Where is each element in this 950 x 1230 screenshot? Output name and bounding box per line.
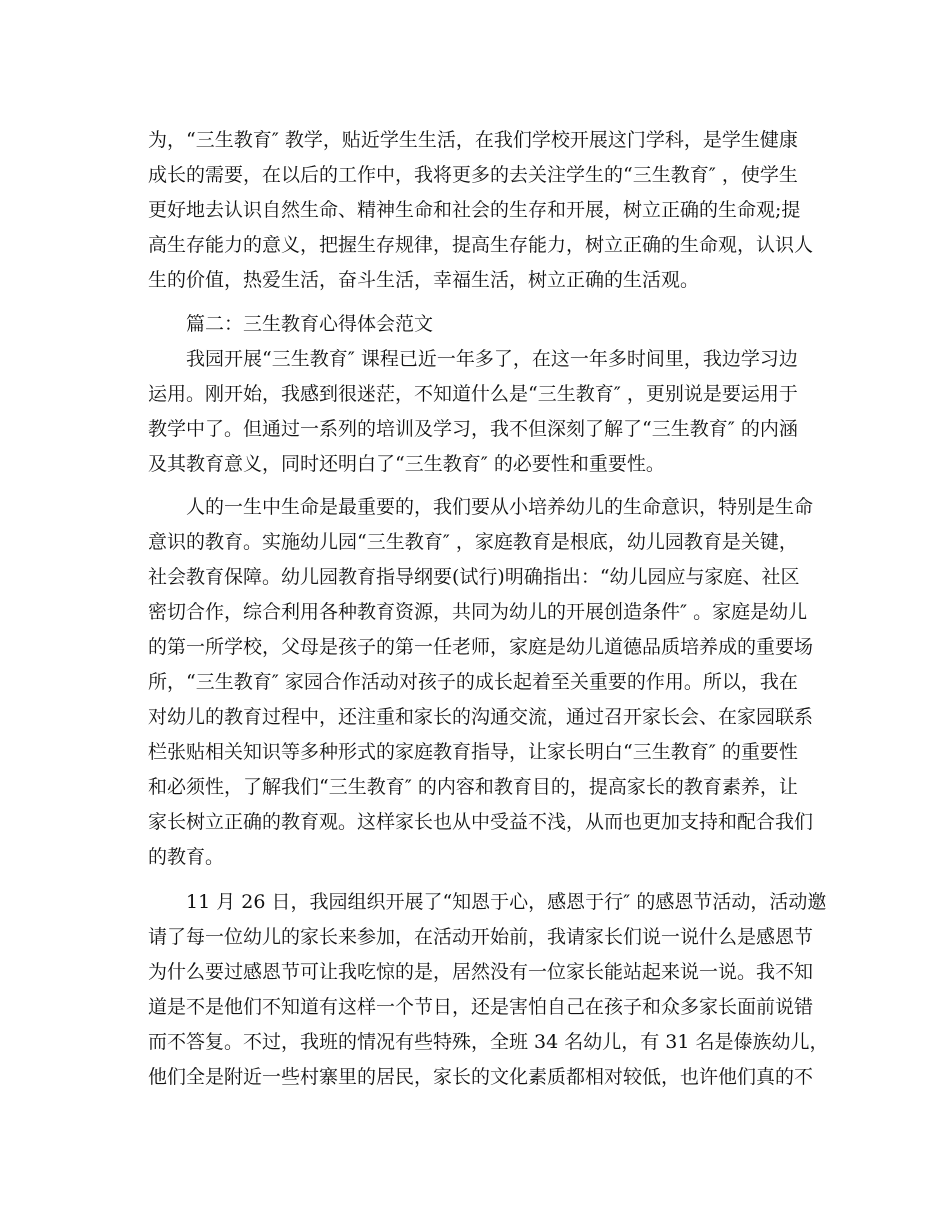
text-line: 为什么要过感恩节可让我吃惊的是，居然没有一位家长能站起来说一说。我不知 (148, 961, 814, 983)
text-line: 教学中了。但通过一系列的培训及学习，我不但深刻了解了“三生教育″ 的内涵 (148, 418, 798, 440)
text-line: 道是不是他们不知道有这样一个节日，还是害怕自己在孩子和众多家长面前说错 (148, 996, 814, 1018)
text-line: 和必须性，了解我们“三生教育″ 的内容和教育目的，提高家长的教育素养，让 (148, 776, 798, 798)
text-line: 意识的教育。实施幼儿园“三生教育″ ，家庭教育是根底，幼儿园教育是关键， (148, 531, 798, 553)
text-line: 请了每一位幼儿的家长来参加，在活动开始前，我请家长们说一说什么是感恩节 (148, 926, 814, 948)
text-line: 11 月 26 日，我园组织开展了“知恩于心，感恩于行″ 的感恩节活动，活动邀 (186, 891, 827, 913)
text-line: 对幼儿的教育过程中，还注重和家长的沟通交流，通过召开家长会、在家园联系 (148, 706, 814, 728)
text-line: 所，“三生教育″ 家园合作活动对孩子的成长起着至关重要的作用。所以，我在 (148, 671, 798, 693)
text-line: 我园开展“三生教育″ 课程已近一年多了，在这一年多时间里，我边学习边 (186, 348, 798, 370)
text-line: 及其教育意义，同时还明白了“三生教育″ 的必要性和重要性。 (148, 453, 665, 475)
text-line: 更好地去认识自然生命、精神生命和社会的生存和开展，树立正确的生命观;提 (148, 199, 801, 221)
section-heading: 篇二：三生教育心得体会范文 (186, 313, 434, 335)
text-line: 社会教育保障。幼儿园教育指导纲要(试行)明确指出：“幼儿园应与家庭、社区 (148, 566, 800, 588)
text-line: 生的价值，热爱生活，奋斗生活，幸福生活，树立正确的生活观。 (148, 269, 700, 291)
text-line: 为，“三生教育″ 教学，贴近学生生活，在我们学校开展这门学科，是学生健康 (148, 129, 798, 151)
text-line: 而不答复。不过，我班的情况有些特殊，全班 34 名幼儿，有 31 名是傣族幼儿， (148, 1031, 829, 1053)
text-line: 人的一生中生命是最重要的，我们要从小培养幼儿的生命意识，特别是生命 (186, 496, 814, 518)
text-line: 成长的需要，在以后的工作中，我将更多的去关注学生的“三生教育″ ，使学生 (148, 164, 798, 186)
text-line: 他们全是附近一些村寨里的居民，家长的文化素质都相对较低，也许他们真的不 (148, 1066, 814, 1088)
text-line: 运用。刚开始，我感到很迷茫，不知道什么是“三生教育″ ，更别说是要运用于 (148, 383, 798, 405)
text-line: 栏张贴相关知识等多种形式的家庭教育指导，让家长明白“三生教育″ 的重要性 (148, 741, 798, 763)
text-line: 的第一所学校，父母是孩子的第一任老师，家庭是幼儿道德品质培养成的重要场 (148, 636, 814, 658)
text-line: 的教育。 (148, 846, 225, 868)
text-line: 高生存能力的意义，把握生存规律，提高生存能力，树立正确的生命观，认识人 (148, 234, 814, 256)
text-line: 家长树立正确的教育观。这样家长也从中受益不浅，从而也更加支持和配合我们 (148, 811, 814, 833)
text-line: 密切合作，综合利用各种教育资源，共同为幼儿的开展创造条件″ 。家庭是幼儿 (148, 601, 808, 623)
